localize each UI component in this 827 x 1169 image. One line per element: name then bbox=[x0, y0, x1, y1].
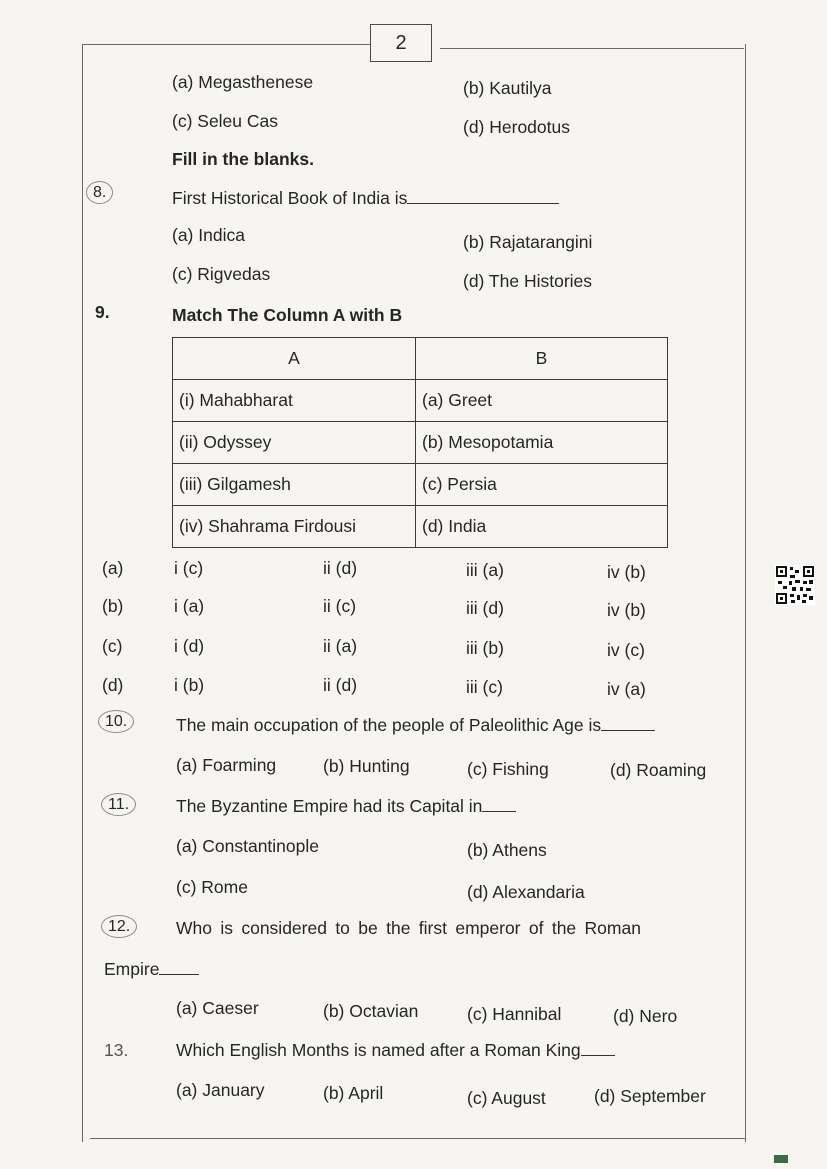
q10-option-b: (b) Hunting bbox=[323, 756, 410, 776]
answer-blank bbox=[159, 974, 199, 975]
q8-option-b: (b) Rajatarangini bbox=[463, 232, 593, 252]
answer-ii: ii (c) bbox=[323, 596, 357, 616]
answer-i: i (b) bbox=[174, 675, 205, 695]
q11-option-b: (b) Athens bbox=[467, 840, 547, 860]
q11-option-a: (a) Constantinople bbox=[176, 836, 319, 856]
margin-mark bbox=[774, 1155, 788, 1163]
column-a-cell: (iv) Shahrama Firdousi bbox=[173, 506, 416, 548]
q8-option-a: (a) Indica bbox=[172, 225, 245, 245]
q12-question-cont bbox=[104, 959, 199, 980]
bottom-rule bbox=[90, 1138, 745, 1139]
table-row bbox=[173, 380, 668, 422]
answer-blank bbox=[581, 1055, 615, 1056]
column-b-cell: (b) Mesopotamia bbox=[416, 422, 668, 464]
q10-number: 10. bbox=[98, 710, 134, 733]
table-header-row bbox=[173, 338, 668, 380]
q12-number: 12. bbox=[101, 915, 137, 938]
answer-ii: ii (a) bbox=[323, 636, 358, 656]
table-row bbox=[173, 506, 668, 548]
q8-number: 8. bbox=[86, 181, 113, 204]
column-a-cell: (iii) Gilgamesh bbox=[173, 464, 416, 506]
q10-option-d: (d) Roaming bbox=[610, 760, 707, 780]
q13-option-c: (c) August bbox=[467, 1088, 546, 1108]
column-b-header: B bbox=[416, 338, 668, 380]
q13-text: Which English Months is named after a Roman King bbox=[176, 1040, 581, 1060]
answer-label: (b) bbox=[102, 596, 124, 616]
column-a-cell: (i) Mahabharat bbox=[173, 380, 416, 422]
answer-blank bbox=[407, 203, 559, 204]
q8-option-c: (c) Rigvedas bbox=[172, 264, 271, 284]
q12-text: Who is considered to be the first emperor of the Roman bbox=[176, 918, 641, 938]
answer-i: i (c) bbox=[174, 558, 204, 578]
q12-text-cont: Empire bbox=[104, 959, 160, 979]
answer-ii: ii (d) bbox=[323, 558, 358, 578]
q8-question bbox=[172, 188, 559, 209]
q9-text: Match The Column A with B bbox=[172, 305, 403, 325]
answer-iv: iv (c) bbox=[607, 640, 645, 660]
answer-label: (c) bbox=[102, 636, 123, 656]
table-row bbox=[173, 422, 668, 464]
question-number bbox=[101, 796, 136, 814]
table-row bbox=[173, 464, 668, 506]
answer-blank bbox=[482, 811, 516, 812]
q10-option-c: (c) Fishing bbox=[467, 759, 549, 779]
q13-option-b: (b) April bbox=[323, 1083, 384, 1103]
qr-code-icon bbox=[775, 565, 815, 605]
q8-option-d: (d) The Histories bbox=[463, 271, 593, 291]
column-b-cell: (d) India bbox=[416, 506, 668, 548]
q12-option-d: (d) Nero bbox=[613, 1006, 678, 1026]
answer-blank bbox=[601, 730, 655, 731]
answer-label: (d) bbox=[102, 675, 124, 695]
q11-option-c: (c) Rome bbox=[176, 877, 248, 897]
answer-iii: iii (a) bbox=[466, 560, 504, 580]
answer-iii: iii (d) bbox=[466, 598, 504, 618]
q11-number: 11. bbox=[101, 793, 136, 816]
q10-question bbox=[176, 715, 655, 736]
column-a-header: A bbox=[173, 338, 416, 380]
q13-question bbox=[176, 1040, 615, 1061]
q7-option-a: (a) Megasthenese bbox=[172, 72, 314, 92]
answer-ii: ii (d) bbox=[323, 675, 358, 695]
answer-i: i (a) bbox=[174, 596, 205, 616]
q12-option-a: (a) Caeser bbox=[176, 998, 259, 1018]
answer-i: i (d) bbox=[174, 636, 205, 656]
q11-text: The Byzantine Empire had its Capital in bbox=[176, 796, 483, 816]
section-heading: Fill in the blanks. bbox=[172, 149, 314, 169]
q13-option-d: (d) September bbox=[594, 1086, 706, 1106]
answer-label: (a) bbox=[102, 558, 124, 578]
q7-option-b: (b) Kautilya bbox=[463, 78, 552, 98]
q13-number: 13. bbox=[104, 1040, 129, 1060]
answer-iv: iv (b) bbox=[607, 562, 646, 582]
q9-number: 9. bbox=[95, 302, 110, 322]
q11-question bbox=[176, 796, 516, 817]
q8-text: First Historical Book of India is bbox=[172, 188, 408, 208]
q11-option-d: (d) Alexandaria bbox=[467, 882, 585, 902]
q10-option-a: (a) Foarming bbox=[176, 755, 277, 775]
answer-iii: iii (c) bbox=[466, 677, 503, 697]
question-number bbox=[101, 918, 137, 936]
answer-iv: iv (a) bbox=[607, 679, 646, 699]
column-b-cell: (a) Greet bbox=[416, 380, 668, 422]
q12-option-c: (c) Hannibal bbox=[467, 1004, 562, 1024]
column-a-cell: (ii) Odyssey bbox=[173, 422, 416, 464]
q7-option-d: (d) Herodotus bbox=[463, 117, 570, 137]
question-number bbox=[86, 184, 113, 202]
answer-iv: iv (b) bbox=[607, 600, 646, 620]
q13-option-a: (a) January bbox=[176, 1080, 265, 1100]
q10-text: The main occupation of the people of Paleolithic Age is bbox=[176, 715, 602, 735]
column-b-cell: (c) Persia bbox=[416, 464, 668, 506]
match-table bbox=[172, 337, 668, 548]
answer-iii: iii (b) bbox=[466, 638, 504, 658]
q12-option-b: (b) Octavian bbox=[323, 1001, 419, 1021]
q7-option-c: (c) Seleu Cas bbox=[172, 111, 279, 131]
page-number: 2 bbox=[370, 24, 432, 62]
question-number bbox=[98, 713, 134, 731]
